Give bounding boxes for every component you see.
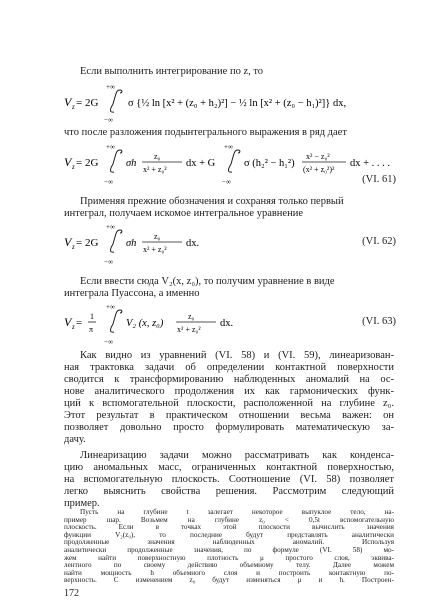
para4-line-8: дачу. [64,434,86,445]
para6-line-6: аналитически продолженные значения, по формуле (VI. 58) мо- [64,546,394,554]
para6-line-8: лентного по своему действию объемному телу. Далее можем [64,561,394,570]
eq2-lhs-sub: z [72,163,75,171]
eq3-lhs: V [64,235,72,249]
eq3-frac-den: x² + z₀² [143,245,167,254]
eq2-integral-2 [229,150,240,172]
para6-line-4: функции V₂(z₀), то последние будут представлять аналитически [64,530,394,539]
eq3-tail: dx. [186,238,200,249]
equation-3 [64,222,396,266]
eq1-integral-sign [111,90,122,112]
eq2-lower-2: −∞ [222,178,231,186]
eq2-frac2-den: (x² + z₀²)² [303,165,335,174]
eq1-lhs: V [64,95,72,109]
para5-line-5: пример. [64,498,100,509]
eq2-part2: σ (h₂² − h₁²) [244,158,295,169]
para4-line-4: нове аналитического продолжения их как гармонических функ- [64,386,394,397]
para6-line-3: плоскость. Если в точках этой плоскости вычислить значения [64,523,394,532]
eq2-eqsign: = 2G [76,157,99,169]
para4-line-1: Как видно из уравнений (VI. 58) и (VI. 59), линеаризован- [80,350,394,361]
para4-line-6: Этот результат в практическом отношении весьма важен: он [64,410,394,421]
eq3-lhs-sub: z [72,243,75,251]
eq2-integral-1 [111,150,122,172]
page-number: 172 [64,588,79,599]
eq4-coef-num: 1 [90,312,94,321]
eq2-lower-1: −∞ [104,178,113,186]
eq3-eqsign: = 2G [76,237,99,249]
para4-line-3: сводится к трансформированию наблюденных аномалий на ос- [64,374,394,385]
eq4-integral [111,310,122,332]
equation-4 [64,302,396,346]
para2-line-2: интеграл, получаем искомое интегральное уравнение [64,208,303,219]
equation-3-graphic [64,222,396,266]
para5-line-4: легко выяснить свойства решения. Рассмотрим следующий [64,486,394,497]
eq3-number: (VI. 62) [362,236,396,247]
para3-line-2: интеграла Пуассона, а именно [64,288,200,299]
eq4-lhs: V [64,315,72,329]
para3-line-1: Если ввести сюда V₂(x, z₀), то получим уравнение в виде [80,276,335,287]
para4-line-5: ций к вспомогательной плоскости, расположенной на глубине z₀. [64,398,394,409]
eq1-upper-limit: +∞ [106,83,115,91]
eq4-lower: −∞ [104,338,113,346]
equation-2-graphic [64,142,396,190]
para6-line-9: найти мощность h объемного слоя и построить контактную по- [64,568,394,577]
equation-1 [64,82,396,122]
eq4-number: (VI. 63) [362,316,396,327]
intro-line: Если выполнить интегрирование по z, то [80,66,264,77]
eq3-frac-num: z₀ [154,232,161,241]
para4-line-2: ная трактовка задачи об определении контактной поверхности [64,362,394,373]
eq2-part1: σh [126,158,137,169]
eq4-frac-den: x² + z₀² [177,325,201,334]
para5-line-2: цию аномальных масс, ограниченных контактной поверхностью, [64,462,394,473]
eq2-frac1-num: z₀ [154,152,161,161]
eq4-part: V₂ (x, z₀) [126,318,164,329]
para6-line-7: жем найти поверхностную плотность μ простого слоя, эквива- [64,553,394,562]
equation-4-graphic [64,302,396,346]
eq4-coef-den: π [89,325,94,334]
eq4-lhs-sub: z [72,323,75,331]
equation-2 [64,142,396,186]
eq1-lower-limit: −∞ [104,116,113,124]
para6-line-10: верхность. С изменением z₀ будут изменяться μ и h. Построен- [64,576,394,585]
para5-line-1: Линеаризацию задачи можно рассматривать как конденса- [80,450,394,461]
para6-line-1: Пусть на глубине t залегает некоторое выпуклое тело, на- [80,508,394,516]
eq2-lhs: V [64,155,72,169]
equation-1-graphic [64,82,396,126]
eq4-frac-num: z₀ [188,312,195,321]
para6-line-2: пример шар. Возьмем на глубине z₀ < 0,5t вспомогательную [64,515,394,524]
eq1-body: σ {½ ln [x² + (z₀ + h₂)²] − ½ ln [x² + (z₀ − h₁)²]} dx, [128,98,347,109]
eq3-upper: +∞ [106,223,115,231]
eq1-eqsign: = 2G [76,97,99,109]
eq4-tail: dx. [220,318,234,329]
eq1-lhs-sub: z [72,103,75,111]
eq2-plus-g: dx + G [186,158,216,169]
eq3-integral [111,230,122,252]
para6-line-5: продолженные значения наблюденных аномалий. Используя [64,538,394,547]
eq3-part: σh [126,238,137,249]
para2-line-1: Применяя прежние обозначения и сохраняя только первый [80,196,344,207]
eq2-upper-1: +∞ [106,143,115,151]
mid-line: что после разложения подынтегрального выражения в ряд дает [64,127,347,138]
eq2-number: (VI. 61) [362,174,396,185]
eq4-upper: +∞ [106,303,115,311]
eq2-frac2-num: x² − z₀² [306,152,330,161]
para5-line-3: на вспомогательную плоскость. Соотношение (VI. 58) позволяет [64,474,394,485]
eq3-lower: −∞ [104,258,113,266]
para4-line-7: позволяет довольно просто формулировать математическую за- [64,422,394,433]
eq4-eqsign: = [76,317,83,329]
eq2-frac1-den: x² + z₀² [143,165,167,174]
eq2-upper-2: +∞ [224,143,233,151]
eq2-tail: dx + . . . . [350,158,391,169]
